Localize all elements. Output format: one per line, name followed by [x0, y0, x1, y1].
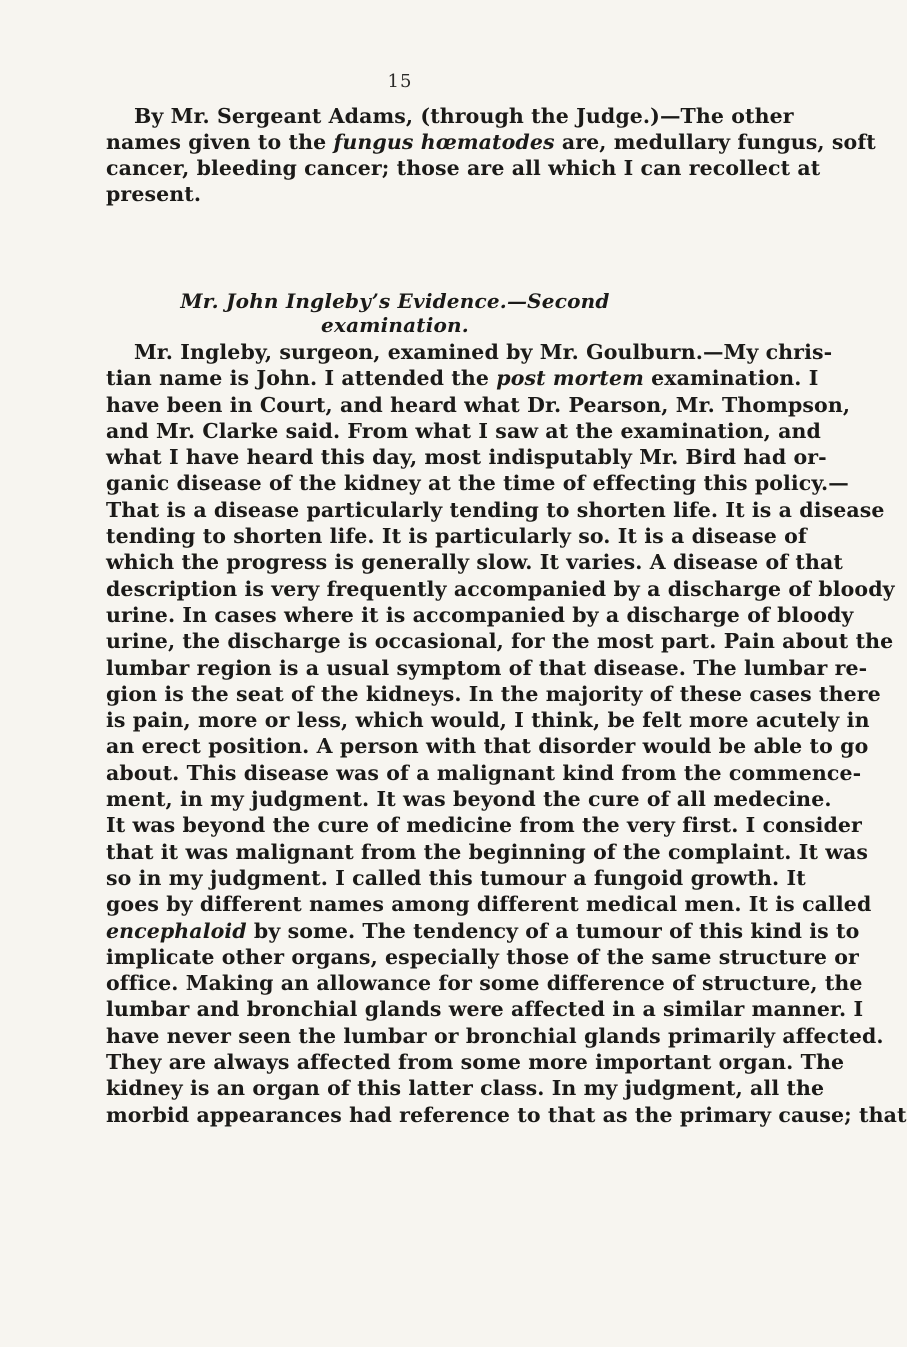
text-line: kidney is an organ of this latter class. In my judgment, all the — [106, 1076, 825, 1101]
text-line: names given to the fungus hœmatodes are, medullary fungus, soft — [106, 130, 876, 154]
text-line: that it was malignant from the beginning of the complaint. It was — [106, 839, 869, 864]
paragraph-adams-examination — [106, 103, 876, 207]
text-line: morbid appearances had reference to that as the primary cause; that — [106, 1102, 907, 1127]
text-line: goes by different names among different medical men. It is called — [106, 892, 872, 917]
text-line: description is very frequently accompanied by a discharge of bloody — [106, 576, 895, 601]
text-line: have never seen the lumbar or bronchial glands primarily affected. — [106, 1023, 884, 1048]
text-line: an erect position. A person with that disorder would be able to go — [106, 734, 869, 759]
text-line: so in my judgment. I called this tumour a fungoid growth. It — [106, 865, 806, 890]
text-line: lumbar and bronchial glands were affected in a similar manner. I — [106, 997, 864, 1022]
text-line: tian name is John. I attended the post mortem examination. I — [106, 366, 819, 391]
text-line: which the progress is generally slow. It varies. A disease of that — [106, 550, 843, 575]
text-line: tending to shorten life. It is particularly so. It is a disease of — [106, 524, 807, 549]
italic-term: fungus hœmatodes — [333, 130, 555, 154]
italic-term: post mortem — [496, 366, 644, 391]
text-line: It was beyond the cure of medicine from the very first. I consider — [106, 813, 862, 838]
text-line: office. Making an allowance for some difference of structure, the — [106, 971, 863, 996]
text-line: have been in Court, and heard what Dr. Pearson, Mr. Thompson, — [106, 392, 851, 417]
text-line: urine. In cases where it is accompanied by a discharge of bloody — [106, 602, 854, 627]
text-line: lumbar region is a usual symptom of that disease. The lumbar re- — [106, 655, 868, 680]
text-line: That is a disease particularly tending to shorten life. It is a disease — [106, 497, 885, 522]
paragraph-ingleby-evidence — [106, 339, 907, 1128]
section-heading: Mr. John Ingleby’s Evidence.—Second examination. — [180, 289, 610, 337]
text-line: By Mr. Sergeant Adams, (through the Judge.)—The other — [134, 104, 794, 128]
text-line: gion is the seat of the kidneys. In the majority of these cases there — [106, 681, 881, 706]
text-line: implicate other organs, especially those of the same structure or — [106, 944, 859, 969]
text-line: what I have heard this day, most indisputably Mr. Bird had or- — [106, 445, 827, 470]
text-line: Mr. Ingleby, surgeon, examined by Mr. Goulburn.—My chris- — [134, 340, 833, 364]
text-line: encephaloid by some. The tendency of a tumour of this kind is to — [106, 918, 860, 943]
text-line: They are always affected from some more important organ. The — [106, 1050, 845, 1075]
text-line: urine, the discharge is occasional, for the most part. Pain about the — [106, 629, 894, 654]
page-number: 15 — [387, 71, 413, 92]
italic-term: encephaloid — [106, 918, 247, 943]
text-line: about. This disease was of a malignant kind from the commence- — [106, 760, 862, 785]
text-line: ment, in my judgment. It was beyond the cure of all medecine. — [106, 787, 832, 812]
text-line: is pain, more or less, which would, I think, be felt more acutely in — [106, 708, 870, 733]
text-line: present. — [106, 182, 202, 206]
text-line: and Mr. Clarke said. From what I saw at the examination, and — [106, 418, 821, 443]
text-line: ganic disease of the kidney at the time of effecting this policy.— — [106, 471, 849, 496]
text-line: cancer, bleeding cancer; those are all which I can recollect at — [106, 156, 821, 180]
